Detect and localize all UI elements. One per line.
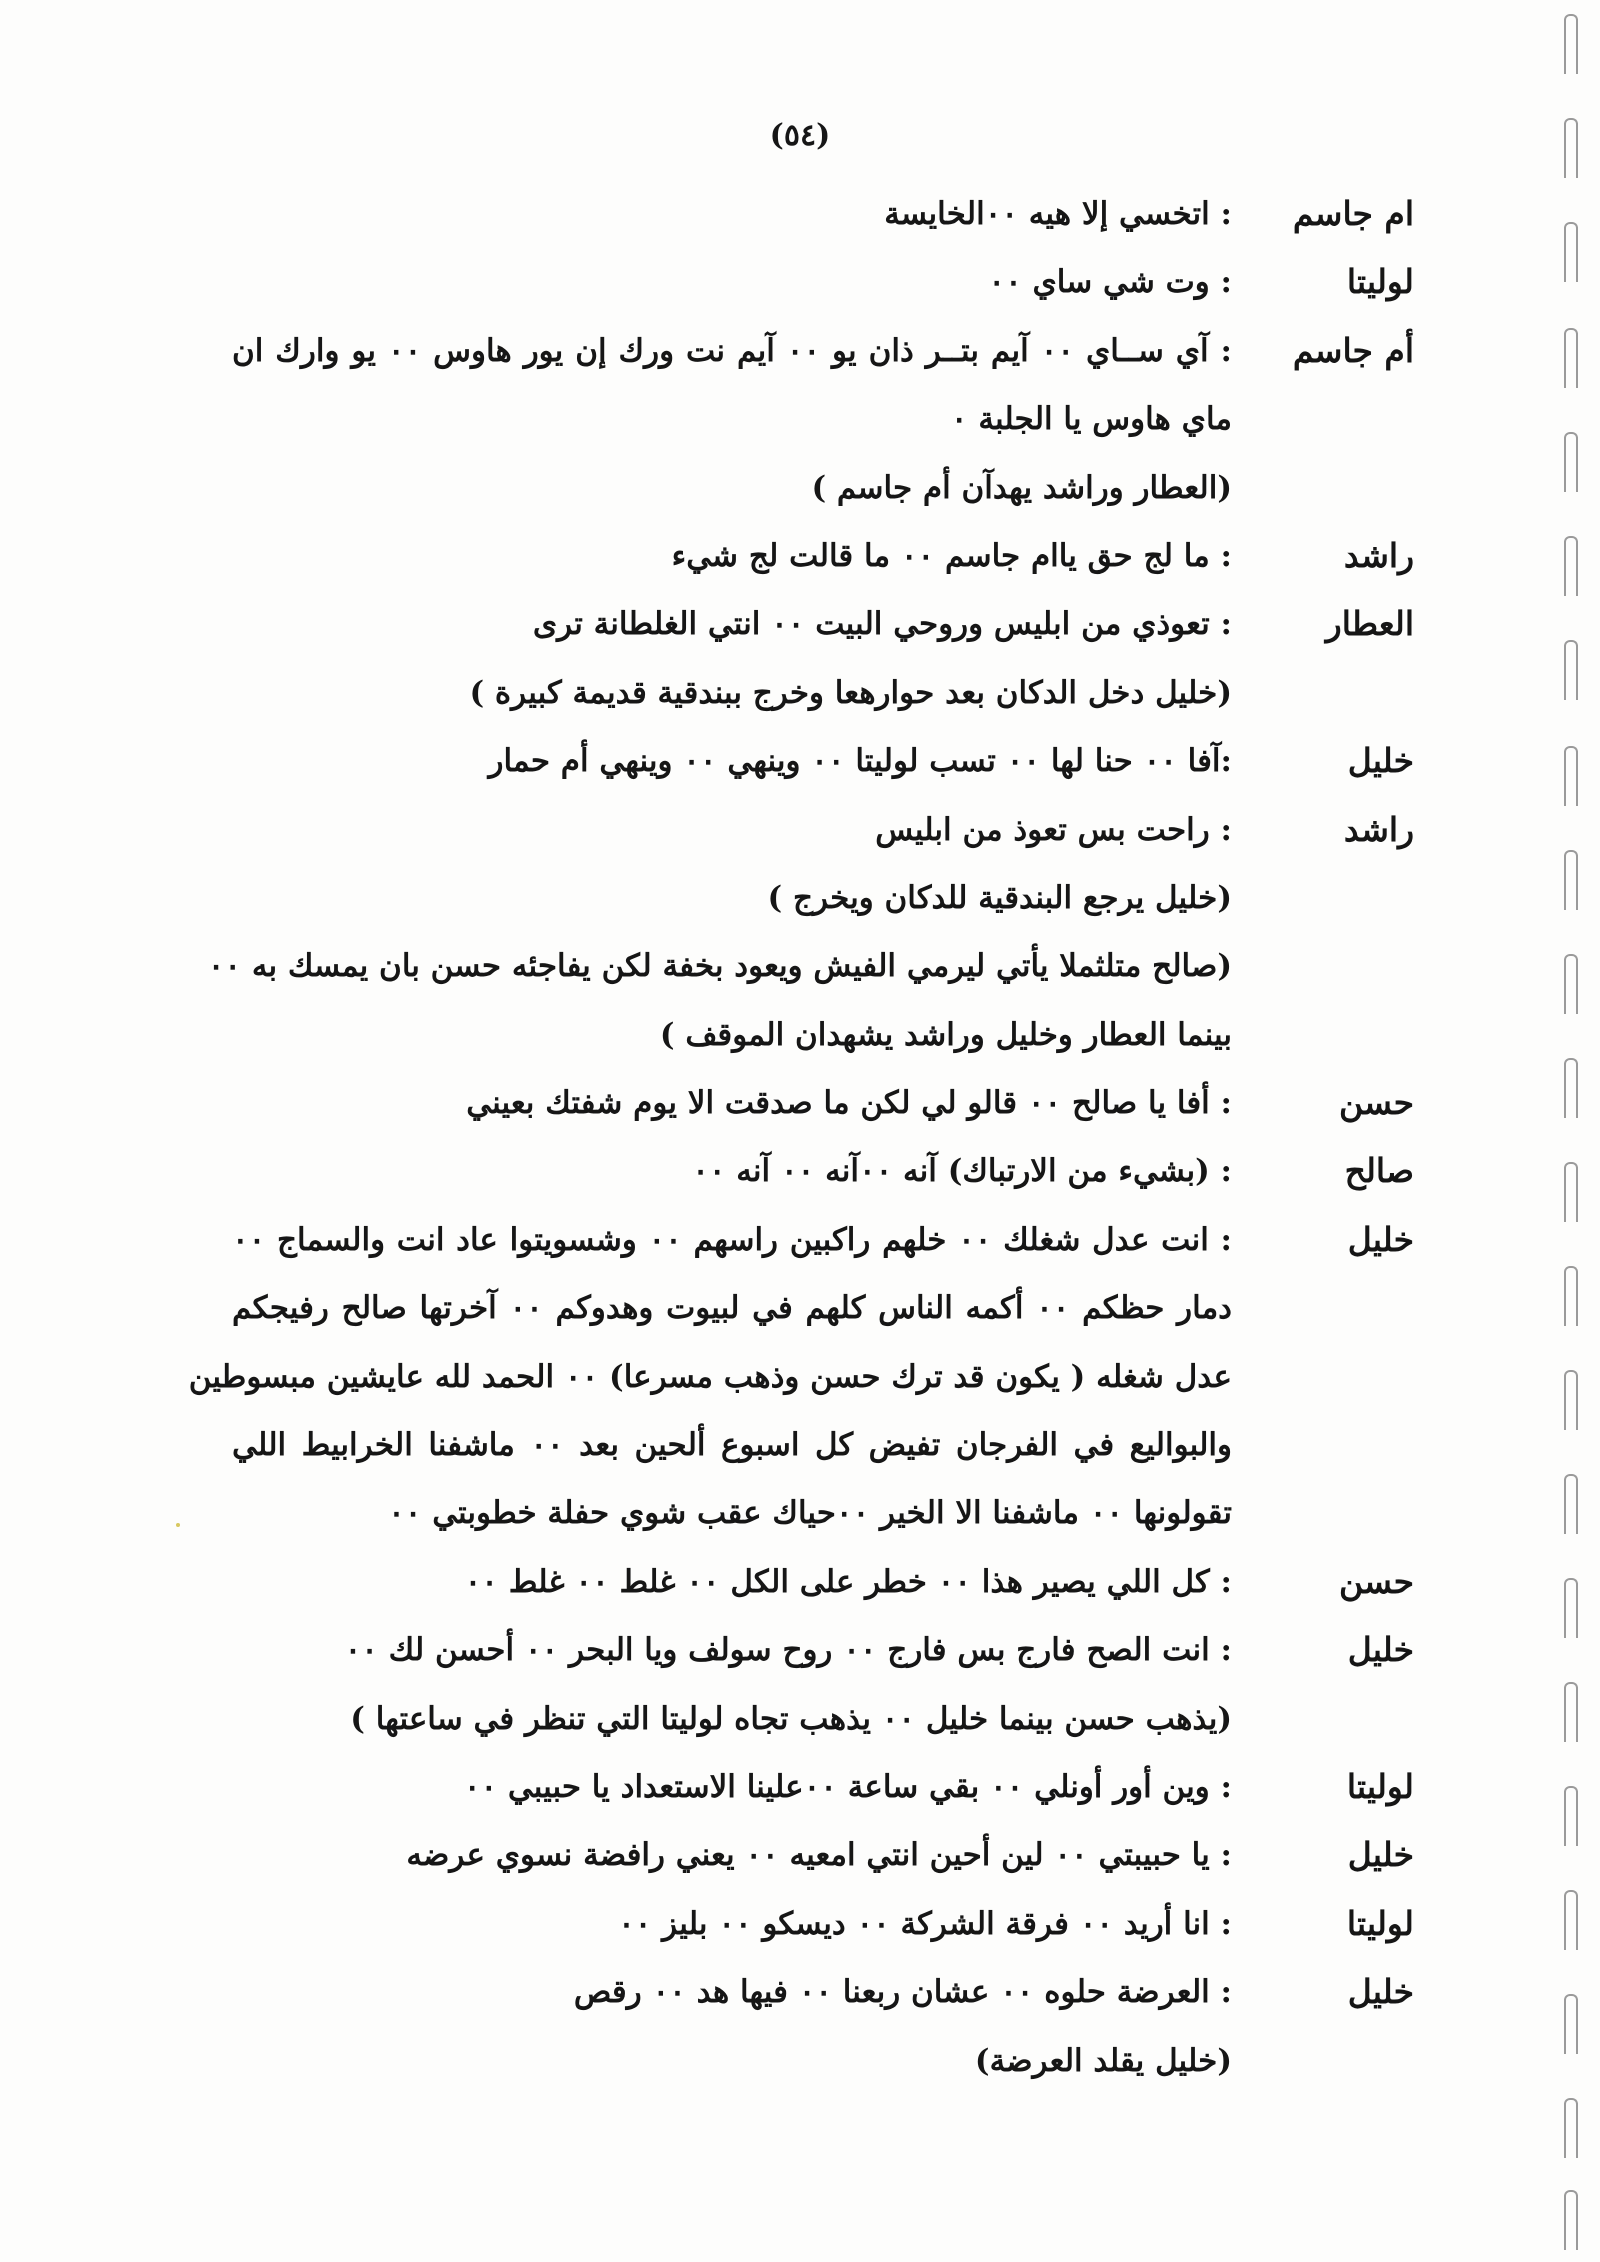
binding-hole <box>1564 1058 1578 1118</box>
script-line <box>0 594 1600 662</box>
dialogue-text: : يا حبيبتي ٠٠ لين أحين انتي امعيه ٠٠ يعني رافضة نسوي عرضه <box>406 1837 1232 1874</box>
binding-hole <box>1564 1266 1578 1326</box>
script-line <box>0 1005 1600 1073</box>
speaker-name: خليل <box>1347 741 1414 781</box>
script-line <box>0 868 1600 936</box>
speaker-name: راشد <box>1343 809 1414 849</box>
script-line <box>0 184 1600 252</box>
dialogue-text: : راحت بس تعوذ من ابليس <box>875 811 1232 848</box>
binding-hole <box>1564 746 1578 806</box>
script-line <box>0 936 1600 1004</box>
binding-hole <box>1564 118 1578 178</box>
script-line <box>0 1483 1600 1551</box>
binding-hole <box>1564 1994 1578 2054</box>
script-line <box>0 458 1600 526</box>
script-line <box>0 1552 1600 1620</box>
stage-direction: (صالح متلثملا يأتي ليرمي الفيش ويعود بخفة لكن يفاجئه حسن بان يمسك به ٠٠ <box>207 948 1232 985</box>
dialogue-text: :آفا ٠٠ حنا لها ٠٠ تسب لوليتا ٠٠ وينهي ٠٠ وينهي أم حمار <box>488 743 1232 780</box>
ink-speck <box>176 1523 180 1527</box>
binding-hole <box>1564 1890 1578 1950</box>
speaker-name: العطار <box>1325 604 1414 644</box>
speaker-name: حسن <box>1339 1561 1414 1601</box>
stage-direction: بينما العطار وخليل وراشد يشهدان الموقف ) <box>659 1016 1232 1053</box>
stage-direction: (العطار وراشد يهدآن أم جاسم ) <box>811 469 1232 506</box>
speaker-name: خليل <box>1347 1630 1414 1670</box>
script-lines <box>0 184 1600 2099</box>
speaker-name: راشد <box>1343 535 1414 575</box>
speaker-name: صالح <box>1344 1151 1414 1191</box>
stage-direction: (يذهب حسن بينما خليل ٠٠ يذهب تجاه لوليتا التي تنظر في ساعتها ) <box>350 1700 1232 1737</box>
binding-holes <box>1540 0 1600 2262</box>
script-line <box>0 1415 1600 1483</box>
dialogue-text: : كل اللي يصير هذا ٠٠ خطر على الكل ٠٠ غلط ٠٠ غلط ٠٠ <box>464 1563 1232 1600</box>
script-line <box>0 731 1600 799</box>
stage-direction: (خليل يقلد العرضة) <box>974 2042 1232 2079</box>
script-line <box>0 1757 1600 1825</box>
stage-direction: والبواليع في الفرجان تفيض كل اسبوع ألحين بعد ٠٠ ماشفنا الخرابيط اللي <box>232 1427 1232 1464</box>
script-line <box>0 1689 1600 1757</box>
dialogue-text: : وت شي ساي ٠٠ <box>988 264 1232 301</box>
stage-direction: تقولونها ٠٠ ماشفنا الا الخير ٠٠حياك عقب شوي حفلة خطوبتي ٠٠ <box>388 1495 1232 1532</box>
script-line <box>0 1073 1600 1141</box>
dialogue-text: : انا أريد ٠٠ فرقة الشركة ٠٠ ديسكو ٠٠ بليز ٠٠ <box>618 1905 1232 1942</box>
binding-hole <box>1564 2098 1578 2158</box>
script-line <box>0 800 1600 868</box>
binding-hole <box>1564 222 1578 282</box>
binding-hole <box>1564 2190 1578 2250</box>
binding-hole <box>1564 850 1578 910</box>
dialogue-text: : (بشيء من الارتباك) آنه ٠٠آنه ٠٠ آنه ٠٠ <box>692 1153 1232 1190</box>
binding-hole <box>1564 640 1578 700</box>
script-line <box>0 389 1600 457</box>
speaker-name: حسن <box>1339 1083 1414 1123</box>
binding-hole <box>1564 1682 1578 1742</box>
script-line <box>0 1210 1600 1278</box>
script-line <box>0 252 1600 320</box>
script-line <box>0 1894 1600 1962</box>
binding-hole <box>1564 1474 1578 1534</box>
binding-hole <box>1564 1370 1578 1430</box>
script-line <box>0 2031 1600 2099</box>
dialogue-text: : اتخسي إلا هيه ٠٠الخايسة <box>884 196 1232 232</box>
script-line <box>0 1962 1600 2030</box>
dialogue-text: : وين أور أونلي ٠٠ بقي ساعة ٠٠علينا الاستعداد يا حبيبي ٠٠ <box>463 1768 1232 1805</box>
speaker-name: لوليتا <box>1346 262 1414 302</box>
binding-hole <box>1564 1162 1578 1222</box>
dialogue-text: : انت الصح فارج بس فارج ٠٠ روح سولف ويا البحر ٠٠ أحسن لك ٠٠ <box>344 1632 1232 1669</box>
dialogue-text: : آي ســاي ٠٠ آيم بتــر ذان يو ٠٠ آيم نت ورك إن يور هاوس ٠٠ يو وارك ان <box>232 332 1232 369</box>
speaker-name: أم جاسم <box>1292 330 1414 370</box>
binding-hole <box>1564 954 1578 1014</box>
speaker-name: ام جاسم <box>1292 194 1414 233</box>
stage-direction: (خليل يرجع البندقية للدكان ويخرج ) <box>767 879 1232 916</box>
stage-direction: عدل شغله ( يكون قد ترك حسن وذهب مسرعا) ٠٠ الحمد لله عايشين مبسوطين <box>188 1358 1232 1395</box>
page-number: (٥٤) <box>769 118 831 153</box>
speaker-name: لوليتا <box>1346 1903 1414 1943</box>
script-line <box>0 526 1600 594</box>
binding-hole <box>1564 536 1578 596</box>
script-line <box>0 1278 1600 1346</box>
speaker-name: خليل <box>1347 1835 1414 1875</box>
binding-hole <box>1564 1578 1578 1638</box>
dialogue-text: : ما لج حق ياام جاسم ٠٠ ما قالت لج شيء <box>671 537 1232 574</box>
dialogue-text: : العرضة حلوه ٠٠ عشان ربعنا ٠٠ فيها هد ٠٠ رقص <box>573 1974 1232 2011</box>
speaker-name: لوليتا <box>1346 1766 1414 1806</box>
binding-hole <box>1564 1786 1578 1846</box>
binding-hole <box>1564 328 1578 388</box>
binding-hole <box>1564 14 1578 74</box>
script-line <box>0 663 1600 731</box>
speaker-name: خليل <box>1347 1219 1414 1259</box>
stage-direction: (خليل دخل الدكان بعد حوارهعا وخرج ببندقية قديمة كبيرة ) <box>469 674 1232 711</box>
stage-direction: دمار حظكم ٠٠ أكمه الناس كلهم في لبيوت وهدوكم ٠٠ آخرتها صالح رفيجكم <box>232 1290 1232 1327</box>
script-line <box>0 1620 1600 1688</box>
dialogue-text: : تعوذي من ابليس وروحي البيت ٠٠ انتي الغلطانة ترى <box>532 606 1232 643</box>
binding-hole <box>1564 432 1578 492</box>
dialogue-text: : أفا يا صالح ٠٠ قالو لي لكن ما صدقت الا يوم شفتك بعيني <box>466 1085 1232 1122</box>
script-line <box>0 1825 1600 1893</box>
script-line <box>0 1347 1600 1415</box>
speaker-name: خليل <box>1347 1972 1414 2012</box>
script-line <box>0 321 1600 389</box>
dialogue-text: : انت عدل شغلك ٠٠ خلهم راكبين راسهم ٠٠ وشسويتوا عاد انت والسماج ٠٠ <box>232 1221 1232 1258</box>
stage-direction: ماي هاوس يا الجلبة ٠ <box>950 401 1232 438</box>
script-line <box>0 1141 1600 1209</box>
